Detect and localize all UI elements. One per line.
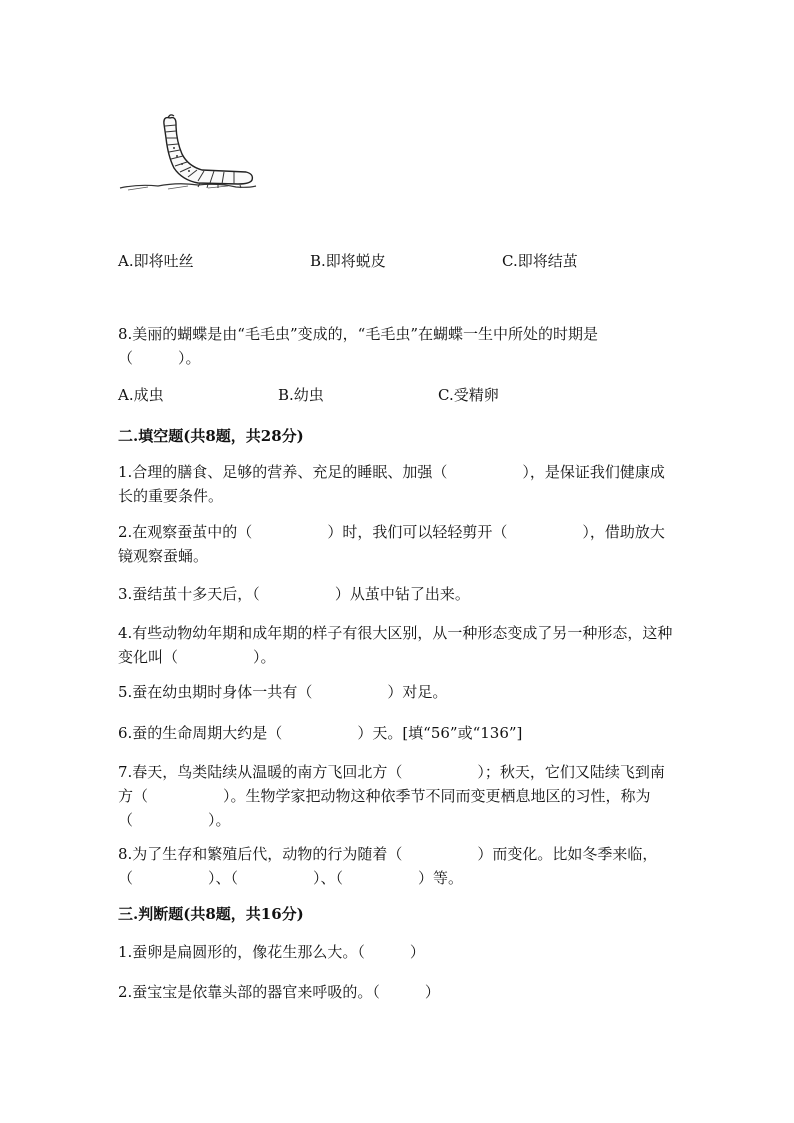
fill-question-5: 5.蚕在幼虫期时身体一共有（ ）对足。 (118, 683, 448, 701)
fill-question-8: 8.为了生存和繁殖后代，动物的行为随着（ ）而变化。比如冬季来临，（ ）、（ ）、（ ）等。 (118, 845, 658, 887)
option-c: C.受精卵 (438, 386, 499, 404)
fill-question-6: 6.蚕的生命周期大约是（ ）天。[填“56”或“136”] (118, 724, 523, 742)
silkworm-illustration (118, 108, 263, 198)
judge-question-2: 2.蚕宝宝是依靠头部的器官来呼吸的。（ ） (118, 983, 440, 1001)
fill-question-4: 4.有些动物幼年期和成年期的样子有很大区别，从一种形态变成了另一种形态，这种变化叫（ ）。 (118, 624, 673, 666)
section-3-title: 三.判断题(共8题，共16分) (118, 905, 304, 923)
option-b: B.幼虫 (278, 386, 324, 404)
question-8-text: 8.美丽的蝴蝶是由“毛毛虫”变成的，“毛毛虫”在蝴蝶一生中所处的时期是（ ）。 (118, 325, 598, 367)
judge-question-1: 1.蚕卵是扁圆形的，像花生那么大。（ ） (118, 943, 425, 961)
option-c: C.即将结茧 (502, 252, 578, 270)
fill-question-3: 3.蚕结茧十多天后，（ ）从茧中钻了出来。 (118, 585, 470, 603)
fill-question-2: 2.在观察蚕茧中的（ ）时，我们可以轻轻剪开（ ），借助放大镜观察蚕蛹。 (118, 523, 665, 565)
option-a: A.即将吐丝 (118, 252, 194, 270)
fill-question-1: 1.合理的膳食、足够的营养、充足的睡眠、加强（ ），是保证我们健康成长的重要条件。 (118, 463, 665, 505)
option-a: A.成虫 (118, 386, 164, 404)
option-b: B.即将蜕皮 (310, 252, 386, 270)
fill-question-7: 7.春天，鸟类陆续从温暖的南方飞回北方（ ）；秋天，它们又陆续飞到南方（ ）。生物学家把动物这种依季节不同而变更栖息地区的习性，称为（ ）。 (118, 763, 665, 829)
section-2-title: 二.填空题(共8题，共28分) (118, 427, 304, 445)
